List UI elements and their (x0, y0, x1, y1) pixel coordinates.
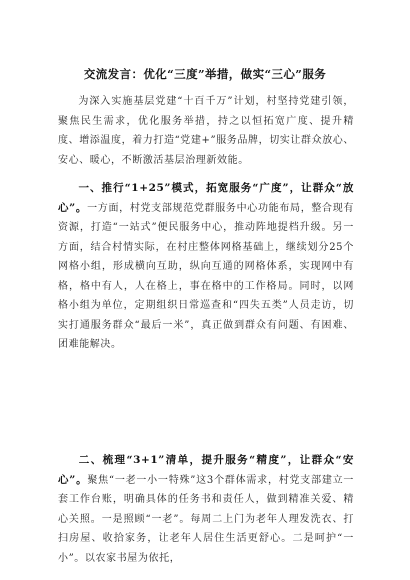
paragraph-section-1 (58, 179, 354, 355)
document-title: 交流发言：优化“三度”举措，做实“三心”服务 (83, 67, 327, 81)
section-heading: 一、推行“1+25”模式，拓宽服务“广度”，让群众“放心”。 (58, 182, 354, 214)
paragraph-text: 聚焦“一老一小一特殊”这3个群体需求，村党支部建立一套工作台账，明确具体的任务书和责任人，做到精准关爱、精心关照。一是照顾“一老”。每周二上门为老年人理发洗衣、打扫房屋、收拾家务，让老年人居住生活更舒心。二是呵护“一小”。以农家书屋为依托， (58, 474, 354, 564)
paragraph-text: 为深入实施基层党建“十百千万”计划，村坚持党建引领，聚焦民生需求，优化服务举措，持之以恒拓宽广度、提升精度、增添温度，着力打造“党建+”服务品牌，切实让群众放心、安心、暖心，不断激活基层治理新效能。 (58, 96, 355, 166)
paragraph-section-2 (58, 451, 354, 568)
paragraph-text: 一方面，村党支部规范党群服务中心功能布局，整合现有资源，打造“一站式”便民服务中心，推动阵地提档升级。另一方面，结合村情实际，在村庄整体网格基础上，继续划分25个网格小组，形成横向互助，纵向互通的网格体系，实现网中有格，格中有人，人在格上，事在格中的工作格局。同时，以网格小组为单位，定期组织日常巡查和“四失五类”人员走访，切实打通服务群众“最后一米”，真正做到群众有问题、有困难、团难能解决。 (58, 202, 355, 350)
section-heading: 二、梳理“3+1”清单，提升服务“精度”，让群众“安心”。 (58, 454, 354, 486)
paragraph-intro (58, 92, 354, 170)
